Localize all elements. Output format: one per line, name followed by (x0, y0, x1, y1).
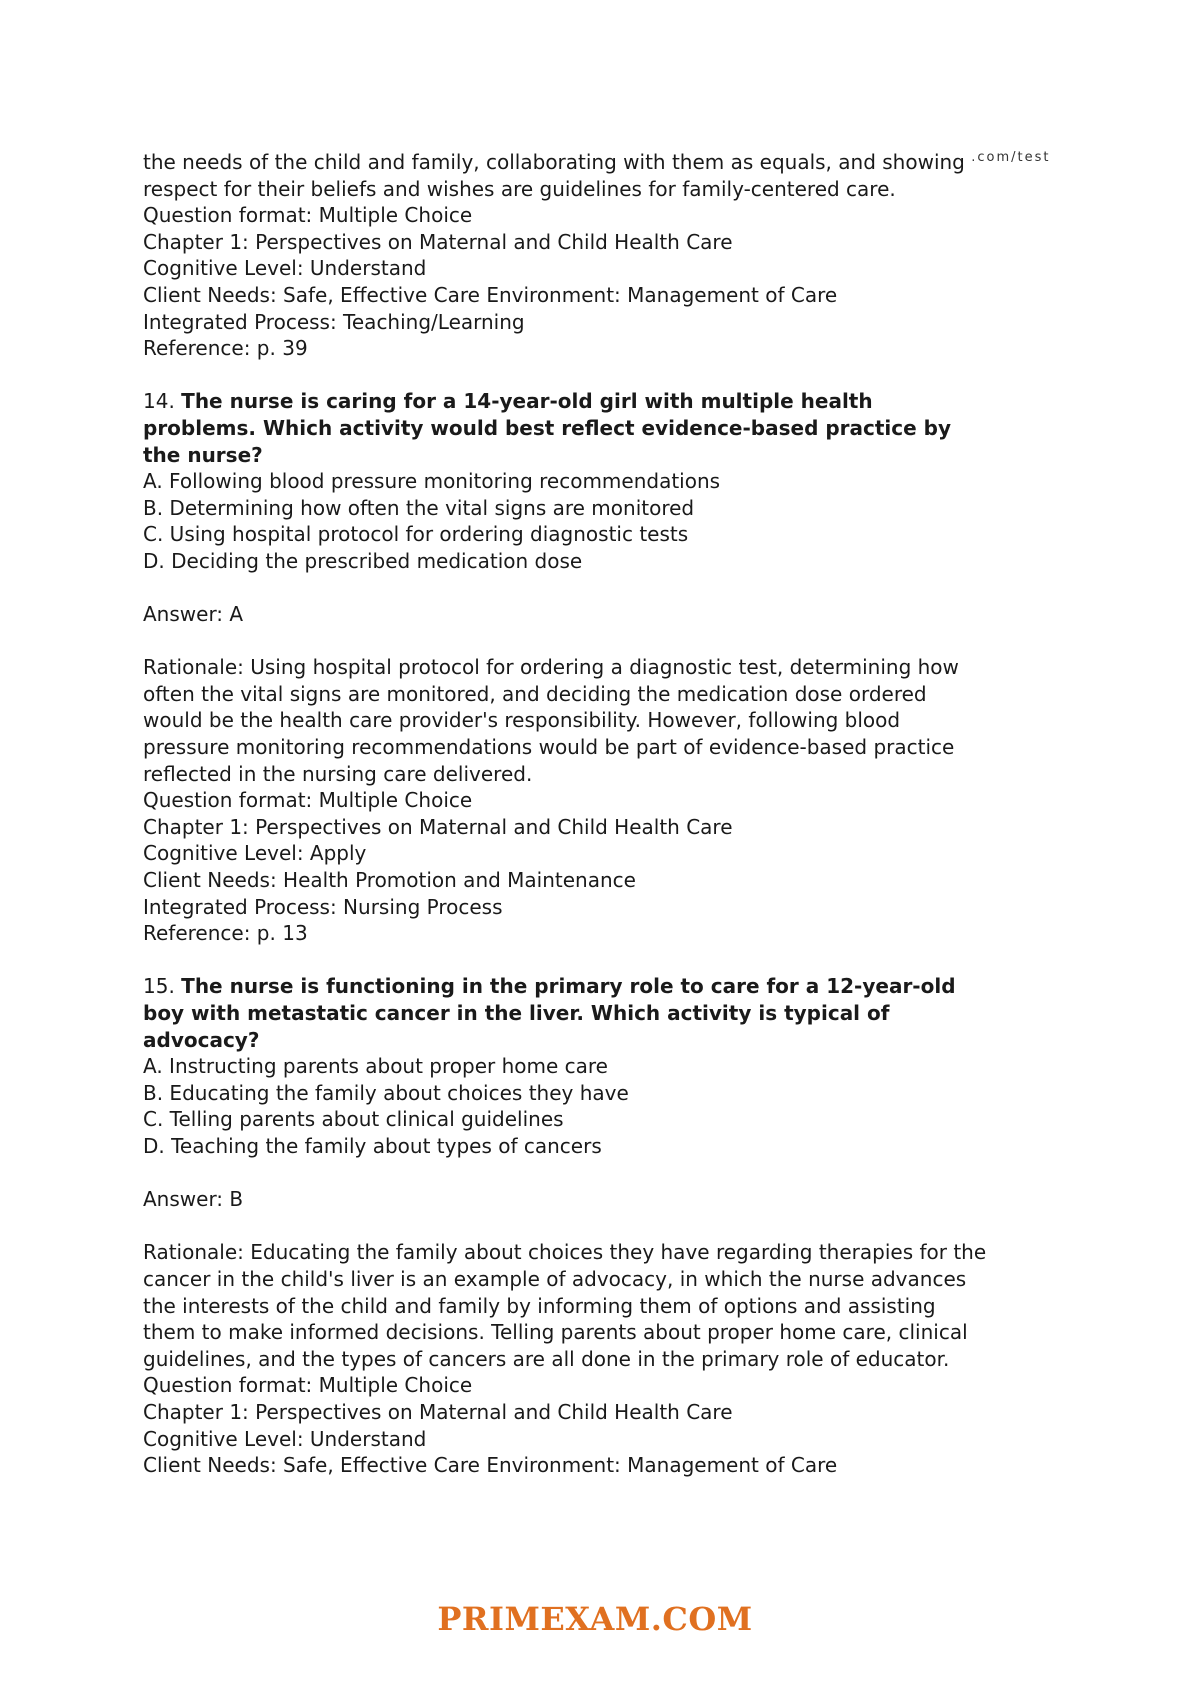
rationale-line: them to make informed decisions. Telling parents about proper home care, clinical (143, 1320, 968, 1345)
rationale-line: the interests of the child and family by informing them of options and assisting (143, 1293, 936, 1318)
option-a: A. Instructing parents about proper home care (143, 1054, 608, 1079)
meta-line: Cognitive Level: Understand (143, 1426, 427, 1451)
question-14-stem-1: 14. The nurse is caring for a 14-year-old girl with multiple health (143, 389, 873, 414)
rationale-line: cancer in the child's liver is an example of advocacy, in which the nurse advances (143, 1266, 967, 1291)
continuation-line-1: the needs of the child and family, collaborating with them as equals, and showing $^{.com/test}$ (143, 150, 1051, 174)
rationale-line: pressure monitoring recommendations would be part of evidence-based practice (143, 735, 955, 760)
meta-line: Integrated Process: Nursing Process (143, 894, 503, 919)
meta-line: Cognitive Level: Apply (143, 841, 367, 866)
meta-line: Reference: p. 13 (143, 921, 308, 946)
watermark-inline: .com/test (971, 150, 1051, 165)
footer-brand: PRIMEXAM.COM (437, 1600, 753, 1638)
option-b: B. Determining how often the vital signs are monitored (143, 495, 695, 520)
question-15-stem-1: 15. The nurse is functioning in the primary role to care for a 12-year-old (143, 974, 956, 999)
meta-line: Chapter 1: Perspectives on Maternal and Child Health Care (143, 229, 733, 254)
meta-line: Client Needs: Health Promotion and Maintenance (143, 868, 636, 893)
option-b: B. Educating the family about choices they have (143, 1080, 629, 1105)
meta-line: Chapter 1: Perspectives on Maternal and Child Health Care (143, 814, 733, 839)
option-d: D. Deciding the prescribed medication dose (143, 548, 583, 573)
rationale-line: guidelines, and the types of cancers are all done in the primary role of educator. (143, 1346, 950, 1371)
meta-line: Chapter 1: Perspectives on Maternal and Child Health Care (143, 1399, 733, 1424)
meta-line: Client Needs: Safe, Effective Care Environment: Management of Care (143, 1453, 838, 1478)
rationale-line: often the vital signs are monitored, and deciding the medication dose ordered (143, 681, 927, 706)
question-number: 14. (143, 389, 175, 414)
meta-line: Cognitive Level: Understand (143, 256, 427, 281)
meta-line: Question format: Multiple Choice (143, 203, 473, 228)
question-15-stem-3: advocacy? (143, 1027, 260, 1052)
meta-line: Question format: Multiple Choice (143, 1373, 473, 1398)
meta-line: Reference: p. 39 (143, 336, 308, 361)
question-14-stem-3: the nurse? (143, 442, 263, 467)
document-body (143, 145, 1083, 1479)
rationale-line: Rationale: Educating the family about choices they have regarding therapies for the (143, 1240, 987, 1265)
rationale-line: would be the health care provider's responsibility. However, following blood (143, 708, 901, 733)
answer: Answer: B (143, 1187, 244, 1212)
question-number: 15. (143, 974, 175, 999)
option-c: C. Using hospital protocol for ordering diagnostic tests (143, 522, 689, 547)
rationale-line: reflected in the nursing care delivered. (143, 761, 533, 786)
meta-line: Question format: Multiple Choice (143, 788, 473, 813)
meta-line: Client Needs: Safe, Effective Care Environment: Management of Care (143, 282, 838, 307)
question-14-stem-2: problems. Which activity would best reflect evidence-based practice by (143, 415, 952, 440)
option-a: A. Following blood pressure monitoring recommendations (143, 469, 721, 494)
question-15-stem-2: boy with metastatic cancer in the liver. Which activity is typical of (143, 1001, 890, 1025)
option-d: D. Teaching the family about types of cancers (143, 1133, 602, 1158)
continuation-line-2: respect for their beliefs and wishes are guidelines for family-centered care. (143, 176, 896, 201)
rationale-line: Rationale: Using hospital protocol for ordering a diagnostic test, determining how (143, 655, 959, 680)
answer: Answer: A (143, 602, 244, 627)
option-c: C. Telling parents about clinical guidelines (143, 1107, 564, 1132)
meta-line: Integrated Process: Teaching/Learning (143, 309, 525, 334)
